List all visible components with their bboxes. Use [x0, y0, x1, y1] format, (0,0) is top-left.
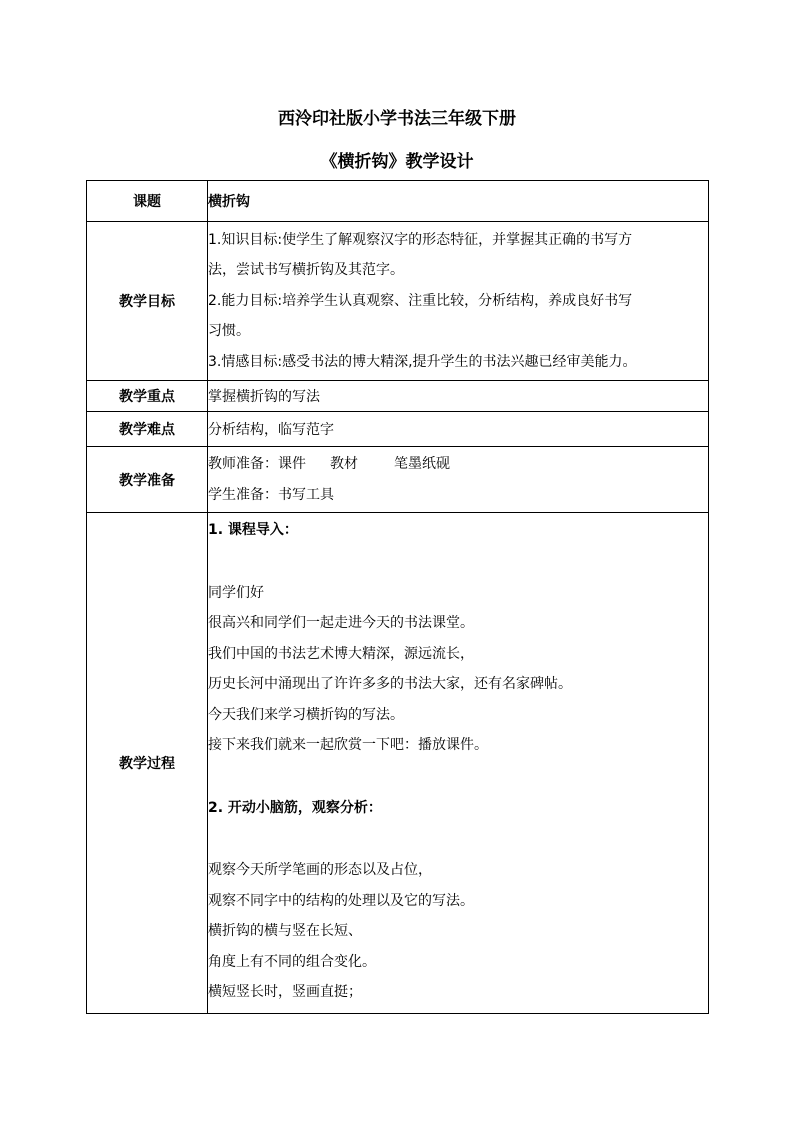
objectives-line: 法，尝试书写横折钩及其范字。 — [208, 262, 404, 279]
value-process — [208, 513, 709, 1014]
teacher-prep-brush-ink: 笔墨纸砚 — [394, 456, 450, 472]
teacher-preparation — [208, 449, 708, 480]
process-line: 同学们好 — [208, 584, 264, 601]
document-title: 西泠印社版小学书法三年级下册 — [278, 109, 516, 129]
process-line: 观察今天所学笔画的形态以及占位， — [208, 862, 432, 878]
row-key-points — [87, 381, 709, 412]
lesson-plan-table — [86, 180, 709, 1014]
process-line: 接下来我们就来一起欣赏一下吧：播放课件。 — [208, 737, 488, 753]
objectives-line: 习惯。 — [208, 323, 250, 340]
label-objectives: 教学目标 — [87, 222, 208, 381]
process-line: 横折钩的横与竖在长短、 — [208, 923, 362, 939]
row-process — [87, 513, 709, 1014]
row-topic — [87, 181, 709, 222]
process-line: 横短竖长时，竖画直挺； — [208, 984, 362, 1000]
objectives-line: 2.能力目标:培养学生认真观察、注重比较，分析结构，养成良好书写 — [208, 292, 633, 309]
student-preparation: 学生准备：书写工具 — [208, 486, 334, 503]
label-preparation: 教学准备 — [87, 447, 208, 513]
teacher-prep-textbook: 教材 — [330, 456, 358, 472]
section-heading-intro: 1. 课程导入： — [208, 522, 298, 538]
process-line: 我们中国的书法艺术博大精深，源远流长， — [208, 645, 474, 662]
process-line: 历史长河中涌现出了许许多多的书法大家，还有名家碑帖。 — [208, 676, 572, 692]
row-preparation — [87, 447, 709, 513]
label-process: 教学过程 — [87, 513, 208, 1014]
process-line: 今天我们来学习横折钩的写法。 — [208, 706, 404, 723]
row-difficulties — [87, 412, 709, 447]
label-key-points: 教学重点 — [87, 381, 208, 412]
value-topic: 横折钩 — [208, 181, 709, 222]
value-preparation — [208, 447, 709, 513]
process-line: 观察不同字中的结构的处理以及它的写法。 — [208, 892, 474, 909]
process-line: 很高兴和同学们一起走进今天的书法课堂。 — [208, 615, 474, 631]
label-difficulties: 教学难点 — [87, 412, 208, 447]
section-heading-observe: 2. 开动小脑筋，观察分析： — [208, 799, 382, 816]
teacher-prep-courseware: 教师准备：课件 — [208, 456, 306, 472]
label-topic: 课题 — [87, 181, 208, 222]
process-line: 角度上有不同的组合变化。 — [208, 953, 376, 970]
row-objectives — [87, 222, 709, 381]
document-subtitle: 《横折钩》教学设计 — [320, 152, 474, 172]
value-difficulties: 分析结构，临写范字 — [208, 412, 709, 447]
objectives-line: 1.知识目标:使学生了解观察汉字的形态特征，并掌握其正确的书写方 — [208, 231, 633, 248]
value-key-points: 掌握横折钩的写法 — [208, 381, 709, 412]
value-objectives — [208, 222, 709, 381]
objectives-line: 3.情感目标:感受书法的博大精深,提升学生的书法兴趣已经审美能力。 — [208, 353, 637, 370]
